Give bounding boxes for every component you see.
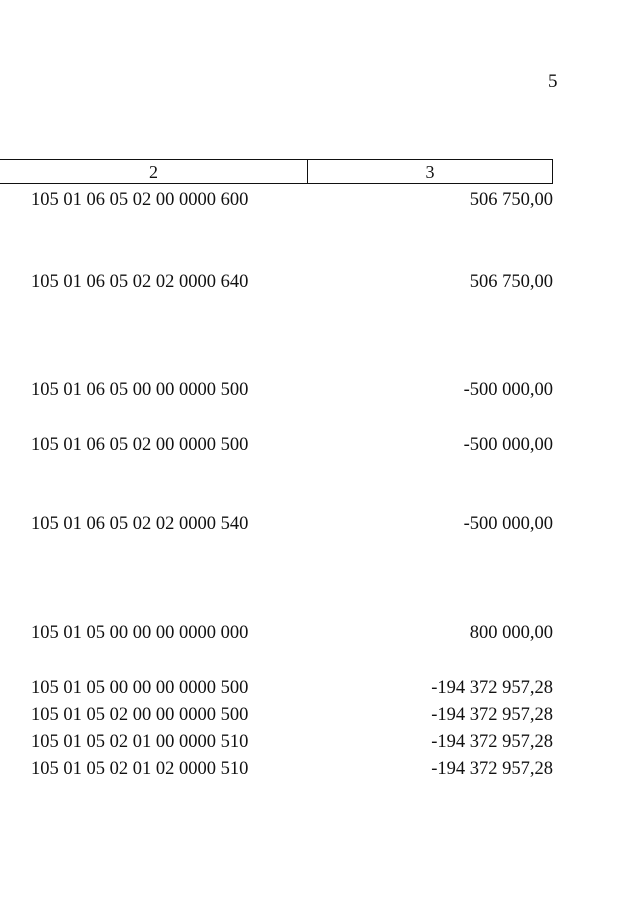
table-row xyxy=(0,513,553,535)
amount: -194 372 957,28 xyxy=(431,705,553,725)
budget-code: 105 01 05 02 01 02 0000 510 xyxy=(31,759,249,779)
budget-code: 105 01 06 05 02 00 0000 500 xyxy=(31,435,249,455)
amount: -500 000,00 xyxy=(463,435,553,455)
amount: 800 000,00 xyxy=(469,623,553,643)
budget-code: 105 01 06 05 02 02 0000 640 xyxy=(31,272,249,292)
amount: -500 000,00 xyxy=(463,514,553,534)
amount: 506 750,00 xyxy=(469,190,553,210)
table-row xyxy=(0,271,553,293)
page-number: 5 xyxy=(548,71,558,92)
table-row xyxy=(0,758,553,780)
amount: -194 372 957,28 xyxy=(431,732,553,752)
column-header-3: 3 xyxy=(425,161,435,182)
amount: 506 750,00 xyxy=(469,272,553,292)
table-row xyxy=(0,189,553,211)
table-row xyxy=(0,704,553,726)
table-row xyxy=(0,434,553,456)
table-row xyxy=(0,379,553,401)
budget-code: 105 01 06 05 02 02 0000 540 xyxy=(31,514,249,534)
budget-code: 105 01 06 05 02 00 0000 600 xyxy=(31,190,249,210)
budget-code: 105 01 05 00 00 00 0000 500 xyxy=(31,678,249,698)
table-row xyxy=(0,731,553,753)
budget-code: 105 01 05 02 01 00 0000 510 xyxy=(31,732,249,752)
table-header xyxy=(0,159,553,184)
amount: -500 000,00 xyxy=(463,380,553,400)
table-row xyxy=(0,677,553,699)
budget-code: 105 01 05 02 00 00 0000 500 xyxy=(31,705,249,725)
table-row xyxy=(0,622,553,644)
budget-code: 105 01 06 05 00 00 0000 500 xyxy=(31,380,249,400)
amount: -194 372 957,28 xyxy=(431,759,553,779)
amount: -194 372 957,28 xyxy=(431,678,553,698)
column-header-2: 2 xyxy=(0,160,308,183)
budget-code: 105 01 05 00 00 00 0000 000 xyxy=(31,623,249,643)
